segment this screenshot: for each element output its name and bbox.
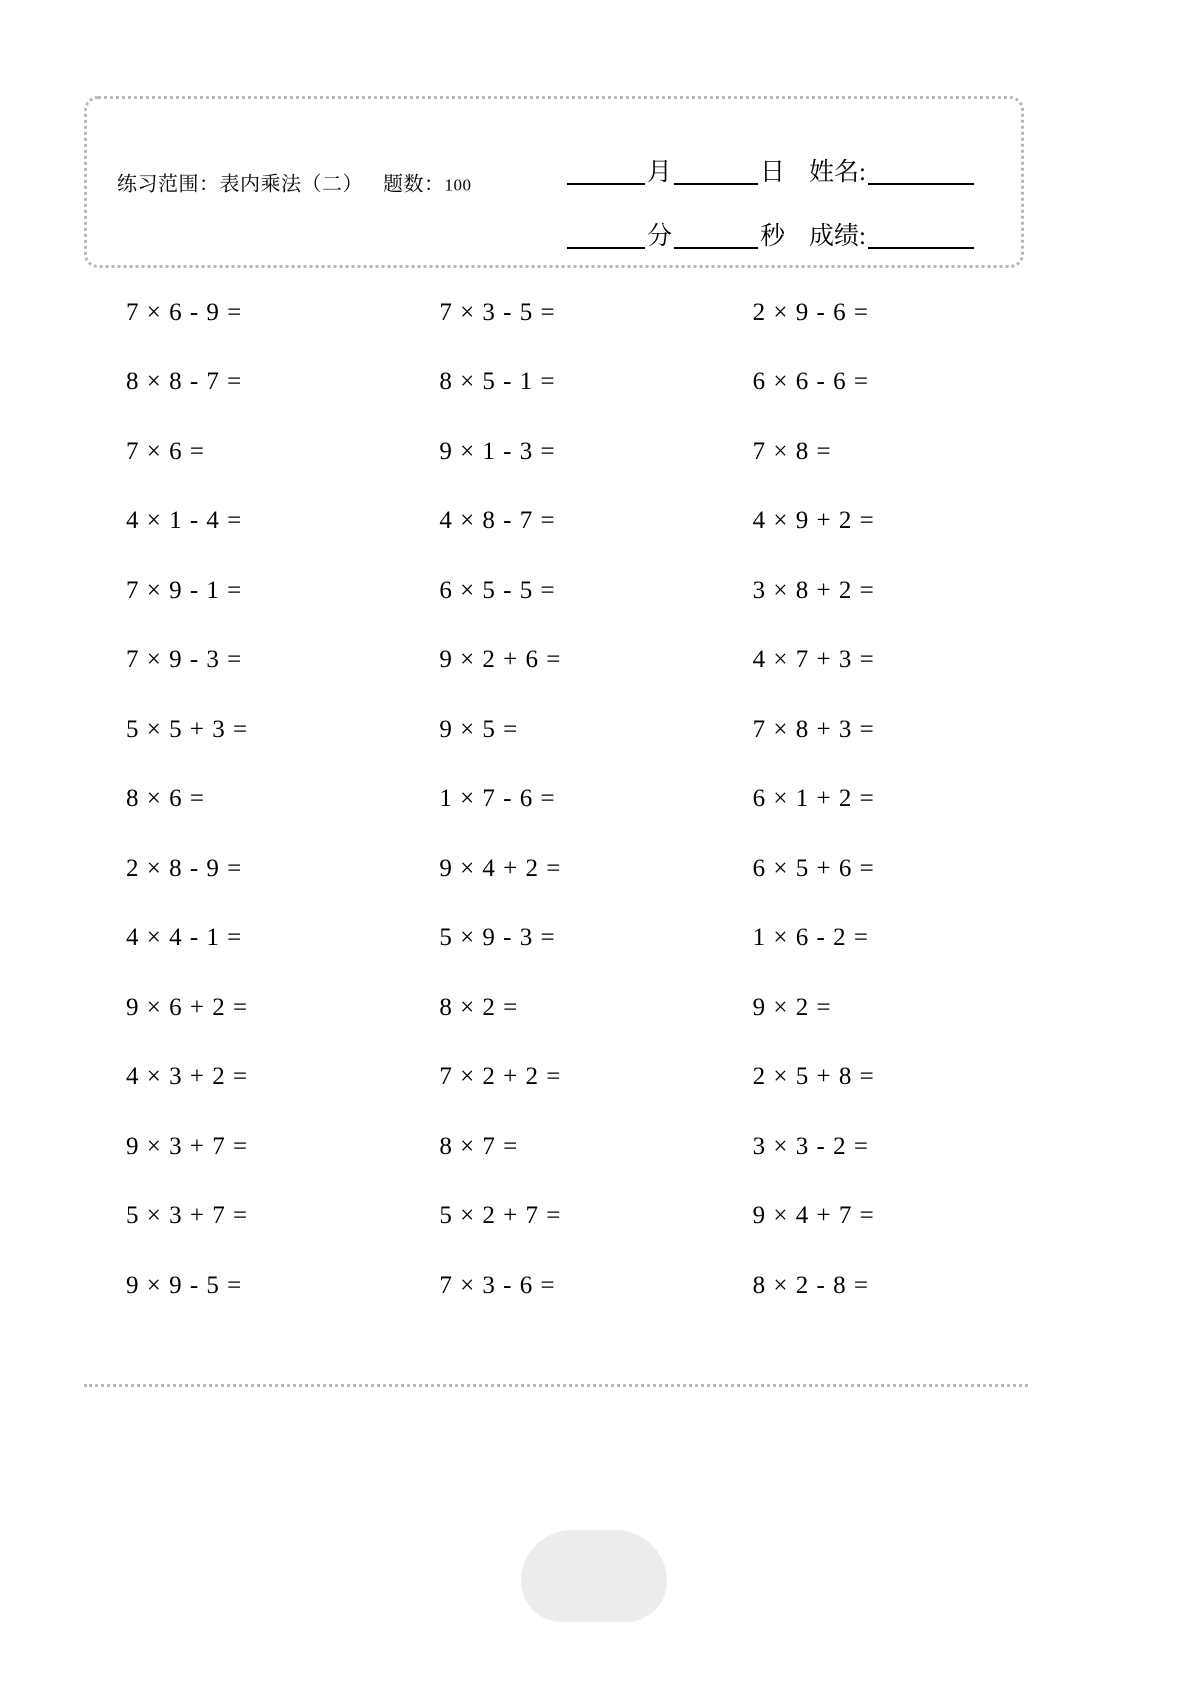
problem-item[interactable]: 8 × 6 = xyxy=(126,785,205,813)
minute-label: 分 xyxy=(647,223,673,250)
problem-item[interactable]: 4 × 4 - 1 = xyxy=(126,924,243,952)
problem-item[interactable]: 8 × 2 - 8 = xyxy=(752,1271,869,1299)
second-input-blank[interactable] xyxy=(674,219,758,249)
time-row xyxy=(567,189,1007,249)
problem-item[interactable]: 4 × 8 - 7 = xyxy=(439,507,556,535)
student-info-fields xyxy=(567,125,1007,249)
problem-item[interactable]: 5 × 3 + 7 = xyxy=(126,1202,249,1230)
problem-item[interactable]: 6 × 6 - 6 = xyxy=(752,368,869,396)
problem-item[interactable]: 8 × 8 - 7 = xyxy=(126,368,243,396)
problem-item[interactable]: 7 × 2 + 2 = xyxy=(439,1063,562,1091)
minute-input-blank[interactable] xyxy=(567,219,645,249)
problem-item[interactable]: 9 × 1 - 3 = xyxy=(439,437,556,465)
problem-count-value: 100 xyxy=(444,175,472,195)
page-thumb-shape xyxy=(521,1530,667,1622)
bottom-dotted-divider xyxy=(84,1384,1028,1387)
name-input-blank[interactable] xyxy=(868,155,974,185)
problem-item[interactable]: 9 × 6 + 2 = xyxy=(126,993,249,1021)
problem-item[interactable]: 4 × 1 - 4 = xyxy=(126,507,243,535)
score-input-blank[interactable] xyxy=(868,219,974,249)
problem-item[interactable]: 8 × 7 = xyxy=(439,1132,519,1160)
date-row xyxy=(567,125,1007,185)
problem-item[interactable]: 8 × 5 - 1 = xyxy=(439,368,556,396)
problem-item[interactable]: 2 × 8 - 9 = xyxy=(126,854,243,882)
second-label: 秒 xyxy=(760,223,786,250)
problem-grid xyxy=(84,278,1024,1321)
problem-item[interactable]: 4 × 9 + 2 = xyxy=(752,507,875,535)
problem-item[interactable]: 4 × 7 + 3 = xyxy=(752,646,875,674)
problem-item[interactable]: 7 × 8 = xyxy=(752,437,832,465)
score-label: 成绩: xyxy=(809,223,866,250)
problem-count-label: 题数： xyxy=(383,173,445,196)
problem-item[interactable]: 1 × 7 - 6 = xyxy=(439,785,556,813)
problem-item[interactable]: 3 × 8 + 2 = xyxy=(752,576,875,604)
month-label: 月 xyxy=(647,159,673,186)
problem-item[interactable]: 9 × 2 + 6 = xyxy=(439,646,562,674)
problem-item[interactable]: 7 × 6 - 9 = xyxy=(126,298,243,326)
day-input-blank[interactable] xyxy=(674,155,758,185)
problem-item[interactable]: 5 × 5 + 3 = xyxy=(126,715,249,743)
worksheet-header-box xyxy=(84,96,1024,268)
problem-item[interactable]: 9 × 2 = xyxy=(752,993,832,1021)
problem-item[interactable]: 7 × 3 - 5 = xyxy=(439,298,556,326)
practice-scope-info xyxy=(117,168,472,197)
problem-item[interactable]: 4 × 3 + 2 = xyxy=(126,1063,249,1091)
problem-item[interactable]: 8 × 2 = xyxy=(439,993,519,1021)
problem-item[interactable]: 6 × 5 - 5 = xyxy=(439,576,556,604)
problem-item[interactable]: 9 × 9 - 5 = xyxy=(126,1271,243,1299)
problem-item[interactable]: 7 × 9 - 3 = xyxy=(126,646,243,674)
month-input-blank[interactable] xyxy=(567,155,645,185)
problem-item[interactable]: 9 × 4 + 2 = xyxy=(439,854,562,882)
problem-item[interactable]: 9 × 5 = xyxy=(439,715,519,743)
day-label: 日 xyxy=(760,159,786,186)
problem-item[interactable]: 7 × 3 - 6 = xyxy=(439,1271,556,1299)
problem-item[interactable]: 7 × 6 = xyxy=(126,437,205,465)
problem-item[interactable]: 1 × 6 - 2 = xyxy=(752,924,869,952)
problem-item[interactable]: 5 × 9 - 3 = xyxy=(439,924,556,952)
problem-item[interactable]: 9 × 4 + 7 = xyxy=(752,1202,875,1230)
practice-scope-label: 练习范围：表内乘法（二） xyxy=(117,173,363,196)
name-label: 姓名: xyxy=(809,159,866,186)
problem-item[interactable]: 5 × 2 + 7 = xyxy=(439,1202,562,1230)
problem-item[interactable]: 2 × 5 + 8 = xyxy=(752,1063,875,1091)
problem-item[interactable]: 6 × 1 + 2 = xyxy=(752,785,875,813)
problem-item[interactable]: 7 × 8 + 3 = xyxy=(752,715,875,743)
problem-item[interactable]: 2 × 9 - 6 = xyxy=(752,298,869,326)
problem-item[interactable]: 9 × 3 + 7 = xyxy=(126,1132,249,1160)
problem-item[interactable]: 6 × 5 + 6 = xyxy=(752,854,875,882)
problem-item[interactable]: 3 × 3 - 2 = xyxy=(752,1132,869,1160)
problem-item[interactable]: 7 × 9 - 1 = xyxy=(126,576,243,604)
